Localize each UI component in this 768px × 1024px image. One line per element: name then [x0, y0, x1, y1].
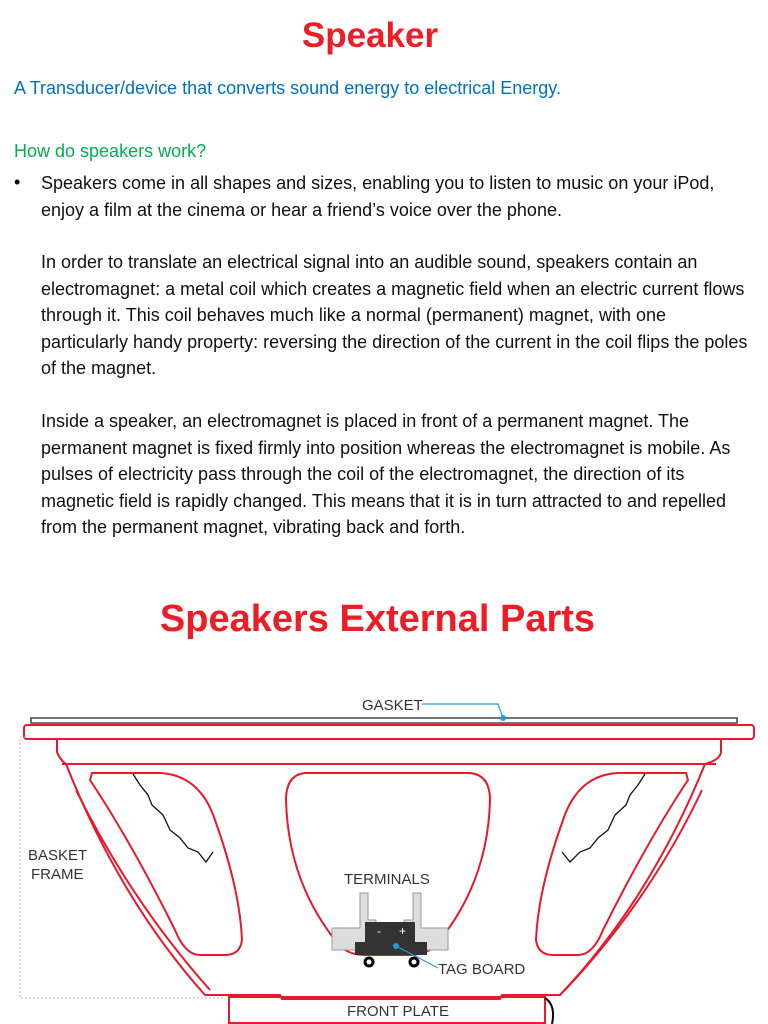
gasket-leader-dot	[500, 715, 506, 721]
plus-sign: +	[399, 924, 407, 938]
paragraph-3: Inside a speaker, an electromagnet is placed in front of a permanent magnet. The permanent magnet is fixed firmly into position whereas the electromagnet is mobile. As pulses of electricity pass through the coil of the electromagnet, the direction of its magnetic field is rapidly changed. This means that it is in turn attracted to and repelled from the permanent magnet, vibrating back and forth.	[41, 411, 731, 537]
crack-left	[133, 774, 213, 862]
tag-board-label: TAG BOARD	[438, 961, 526, 978]
basket-inner-edge-right	[565, 790, 702, 990]
section-question: How do speakers work?	[14, 141, 207, 161]
right-window-shape	[536, 773, 688, 955]
crack-right	[562, 774, 645, 862]
basket-frame-shape	[57, 740, 721, 999]
paragraph-2: In order to translate an electrical signal into an audible sound, speakers contain an electromagnet: a metal coil which creates a magnetic field when an electric current flows through it. This coil behaves much like a normal (permanent) magnet, with one particularly handy property: reversing the direction of the current in the coil flips the poles of the magnet.	[41, 252, 748, 378]
definition-text: A Transducer/device that converts sound energy to electrical Energy.	[14, 78, 561, 98]
paragraph-1: Speakers come in all shapes and sizes, enabling you to listen to music on your iPod, enjoy a film at the cinema or hear a friend’s voice over the phone.	[41, 173, 715, 220]
basket-frame-label-2: FRAME	[31, 866, 84, 883]
page-title: Speaker	[301, 16, 439, 55]
terminals-label: TERMINALS	[344, 871, 430, 888]
minus-sign: -	[377, 924, 381, 938]
tag-board-leader-dot	[393, 943, 399, 949]
front-plate-label: FRONT PLATE	[347, 1003, 449, 1020]
basket-inner-edge-left	[76, 790, 210, 990]
bullet-marker: •	[14, 172, 21, 192]
section-title: Speakers External Parts	[159, 598, 596, 640]
gasket-label: GASKET	[362, 697, 423, 714]
gasket-shape	[31, 718, 737, 723]
gasket-leader-line	[422, 704, 503, 718]
front-plate-cable	[545, 998, 553, 1024]
basket-frame-label-1: BASKET	[28, 847, 88, 864]
rim-shape	[24, 725, 754, 739]
